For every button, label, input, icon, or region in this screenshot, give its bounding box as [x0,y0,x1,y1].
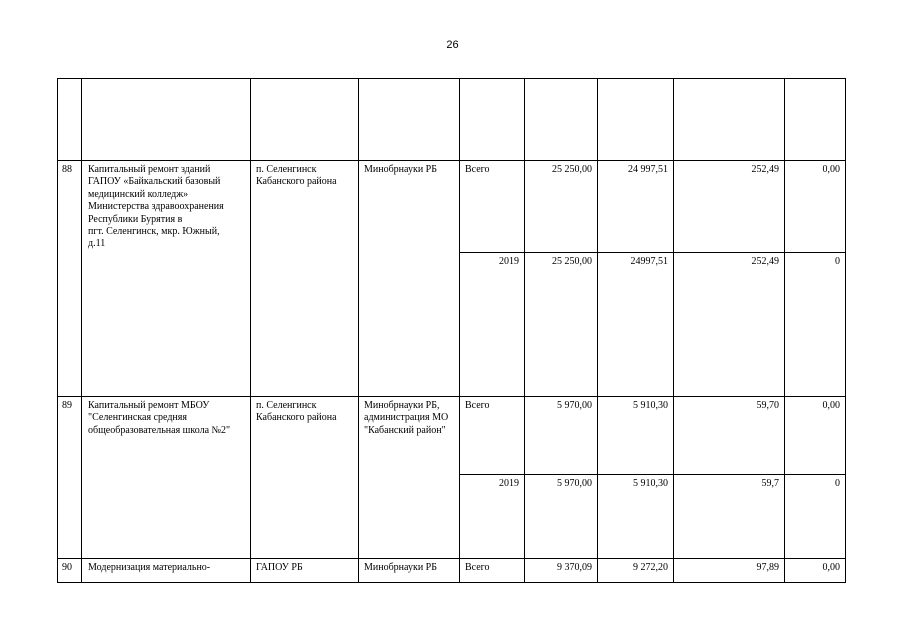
federal-amount: 5 910,30 [633,400,668,411]
executor [364,562,437,574]
executor [364,400,448,437]
federal-amount: 9 272,20 [633,562,668,573]
other-amount: 0,00 [822,562,840,573]
text-line: Республики Бурятия в [88,213,183,225]
other-amount: 0,00 [822,164,840,175]
total-amount: 5 970,00 [557,478,592,489]
federal-amount: 24997,51 [630,256,668,267]
regional-amount: 252,49 [751,256,779,267]
other-amount: 0 [835,256,840,267]
text-line: администрация МО [364,412,449,424]
text-line: Минобрнауки РБ [364,164,437,175]
total-amount: 25 250,00 [552,256,592,267]
other-amount: 0,00 [822,400,840,411]
text-line: Модернизация материально- [88,562,211,573]
regional-amount: 59,70 [756,400,779,411]
text-line: ГАПОУ РБ [256,562,303,573]
text-line: п. Селенгинск [256,400,317,411]
text-line: Кабанского района [256,412,337,424]
text-line: д.11 [88,238,106,250]
text-line: Минобрнауки РБ [364,562,437,573]
other-amount: 0 [835,478,840,489]
federal-amount: 24 997,51 [628,164,668,175]
project-name [88,400,230,437]
subrow-label: Всего [465,400,490,411]
project-name [88,562,210,574]
total-amount: 5 970,00 [557,400,592,411]
text-line: общеобразовательная школа №2" [88,424,231,436]
text-line: Кабанского района [256,176,337,188]
row-number: 90 [62,562,72,573]
location [256,400,337,425]
row-number: 89 [62,400,72,411]
regional-amount: 252,49 [751,164,779,175]
federal-amount: 5 910,30 [633,478,668,489]
text-line: Министерства здравоохранения [88,201,224,213]
total-amount: 9 370,09 [557,562,592,573]
regional-amount: 59,7 [761,478,779,489]
executor [364,164,437,176]
regional-amount: 97,89 [756,562,779,573]
text-line: Капитальный ремонт зданий [88,164,211,175]
location [256,164,337,189]
text-line: пгт. Селенгинск, мкр. Южный, [88,226,220,238]
page-number: 26 [446,39,459,51]
subrow-label: 2019 [499,478,519,489]
row-number: 88 [62,164,72,175]
project-name [88,164,224,251]
text-line: Капитальный ремонт МБОУ [88,400,210,411]
text-line: "Селенгинская средняя [88,412,187,424]
total-amount: 25 250,00 [552,164,592,175]
subrow-label: 2019 [499,256,519,267]
text-line: Минобрнауки РБ, [364,400,440,411]
text-line: п. Селенгинск [256,164,317,175]
subrow-label: Всего [465,164,490,175]
text-line: "Кабанский район" [364,424,446,436]
text-line: медицинский колледж» [88,188,189,200]
subrow-label: Всего [465,562,490,573]
location [256,562,303,574]
text-line: ГАПОУ «Байкальский базовый [88,176,221,188]
